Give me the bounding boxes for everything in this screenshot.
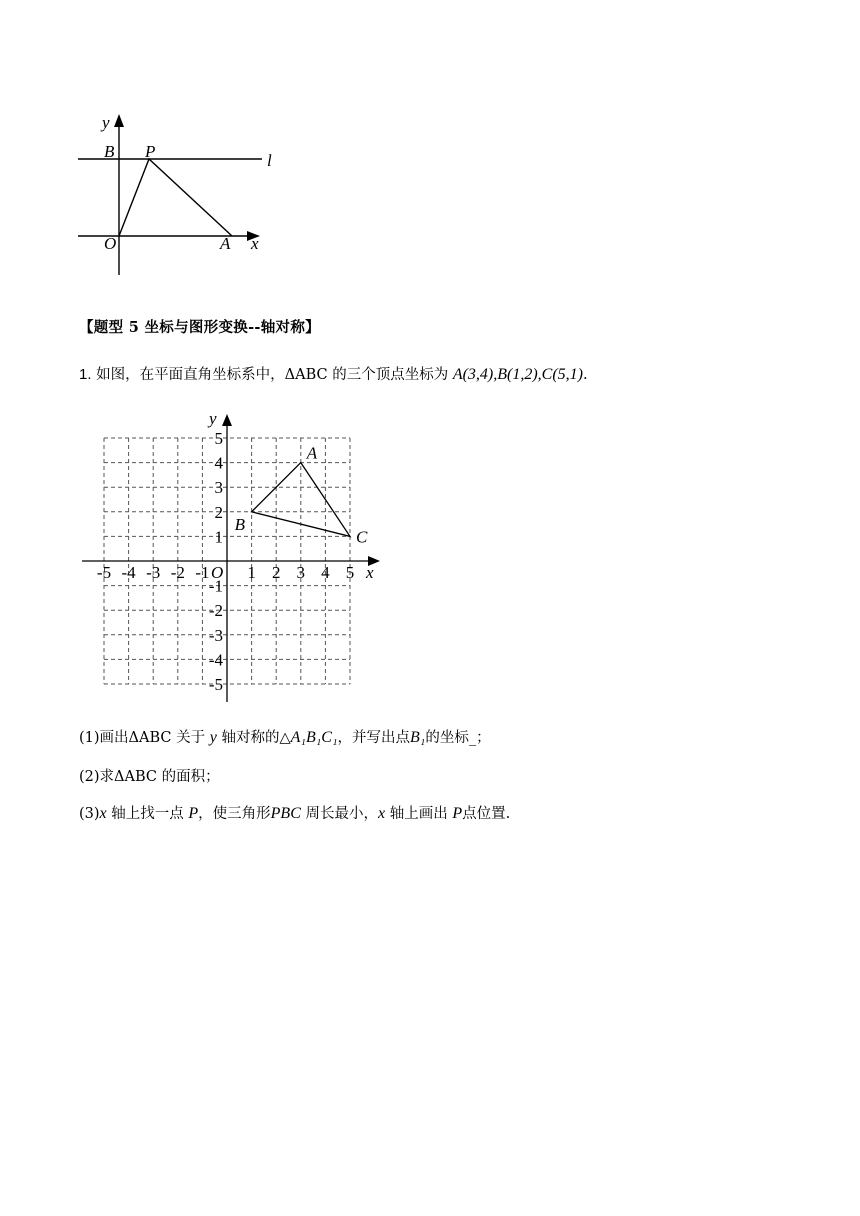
y-tick-label: -3: [208, 625, 223, 645]
x-tick-label: -1: [195, 563, 210, 582]
y-tick-label: 2: [214, 502, 223, 522]
s3-pbc: PBC: [270, 805, 301, 822]
s3-x1: x: [99, 805, 107, 822]
s3-a: (3): [79, 806, 100, 822]
x-tick-label: -3: [146, 563, 161, 582]
x-tick-label: -4: [121, 563, 136, 582]
x-tick-label: 1: [247, 563, 256, 582]
label-b: B: [104, 142, 115, 161]
x-tick-label: 4: [321, 563, 330, 582]
s1-y: y: [209, 729, 217, 746]
x-tick-label: -5: [96, 563, 112, 582]
subquestion-3: [79, 802, 510, 823]
x-tick-label: 3: [296, 563, 306, 582]
question-1: [79, 363, 588, 384]
label-y: y: [102, 113, 110, 132]
label-a: A: [220, 234, 231, 253]
y-tick-label: 4: [214, 453, 223, 473]
s3-e: 轴上画出: [389, 806, 448, 822]
subquestion-2: (2)求ΔABC 的面积；: [79, 769, 220, 785]
y-tick-label: 3: [214, 478, 223, 498]
s3-x2: x: [377, 805, 386, 822]
point-label-b: B: [234, 514, 245, 534]
y-axis-arrow: [114, 114, 124, 127]
label-l: l: [267, 151, 272, 170]
vertex-coords: A(3,4),B(1,2),C(5,1): [452, 366, 583, 383]
x-tick-label: 5: [345, 563, 355, 582]
x-axis-label: x: [366, 563, 374, 582]
triangle-opa: [119, 159, 232, 236]
figure-line-l-triangle: [70, 110, 280, 280]
s1-prefix: (1)画出ΔABC 关于: [79, 730, 206, 746]
s1-triangle: A₁B₁C₁: [290, 729, 338, 746]
s3-p2: P: [452, 805, 463, 822]
question-text: 如图，在平面直角坐标系中，ΔABC 的三个顶点坐标为: [96, 367, 449, 383]
s1-mid: 轴对称的△: [221, 730, 291, 746]
section-heading: 【题型 5 坐标与图形变换--轴对称】: [79, 319, 320, 336]
y-tick-label: -1: [208, 576, 223, 596]
label-x: x: [251, 234, 259, 253]
axes: [82, 414, 380, 702]
origin-label: O: [211, 563, 224, 582]
label-o: O: [104, 234, 117, 253]
y-tick-label: -2: [208, 601, 223, 621]
point-label-c: C: [356, 527, 368, 547]
x-tick-label: 2: [271, 563, 281, 582]
s3-d: 周长最小，: [305, 806, 378, 822]
s3-f: 点位置.: [462, 806, 511, 822]
y-tick-label: -5: [208, 675, 223, 694]
label-p: P: [145, 142, 156, 161]
subquestion-1: [79, 726, 491, 747]
s1-after: ，并写出点: [337, 730, 411, 746]
point-labels: [207, 409, 374, 582]
s3-b: 轴上找一点: [111, 806, 184, 822]
coordinate-grid-figure: [75, 402, 385, 712]
s3-p1: P: [188, 805, 199, 822]
y-tick-label: 5: [214, 429, 223, 448]
y-tick-label: -4: [208, 650, 223, 670]
y-axis-label: y: [209, 409, 217, 428]
s1-point: B₁: [410, 729, 426, 746]
s3-c: ，使三角形: [198, 806, 271, 822]
y-axis-arrow: [222, 414, 232, 426]
s1-end: 的坐标_；: [425, 730, 491, 746]
x-tick-label: -2: [170, 563, 185, 582]
y-tick-label: 1: [214, 527, 223, 547]
question-number: 1.: [79, 366, 92, 383]
question-end: .: [583, 367, 588, 383]
point-label-a: A: [306, 443, 318, 463]
